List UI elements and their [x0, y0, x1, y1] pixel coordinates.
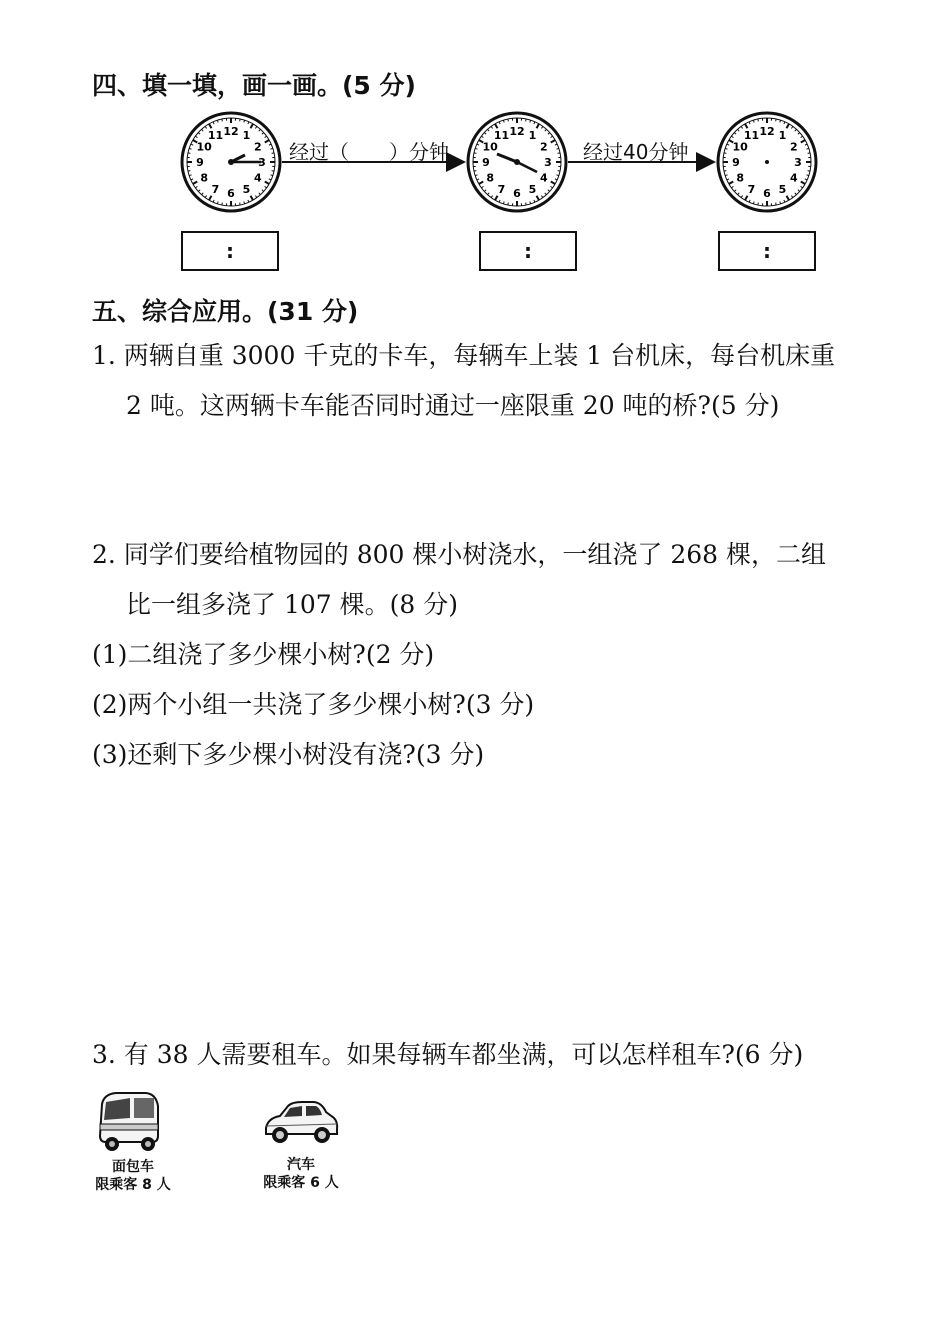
clock-tick: [805, 179, 807, 180]
clock-number: 10: [482, 140, 498, 154]
clock-tick: [265, 182, 269, 185]
clock-tick: [791, 196, 792, 198]
clock-number: 3: [544, 156, 552, 169]
clock-tick: [193, 182, 197, 185]
clock-tick: [784, 122, 785, 124]
clock-number: 5: [778, 182, 787, 196]
clock-number: 1: [778, 129, 787, 143]
clock-tick: [248, 122, 249, 124]
clock-tick: [508, 203, 509, 205]
clock-tick: [551, 136, 553, 137]
arrow-2-label: 经过40分钟: [583, 140, 689, 164]
clock-number: 8: [200, 171, 208, 185]
clock-tick: [481, 136, 483, 137]
clock-tick: [205, 196, 206, 198]
clock-2-hour-hand: [497, 154, 517, 162]
clock-tick: [251, 124, 254, 128]
clock-tick: [541, 196, 542, 198]
clock-2-minute-hand: [517, 162, 537, 172]
clock-tick: [780, 201, 781, 203]
clock-tick: [806, 148, 808, 149]
clock-number: 12: [759, 125, 775, 138]
clock-tick: [474, 171, 476, 172]
clock-tick: [805, 144, 807, 145]
clock-tick: [213, 200, 214, 202]
clock-tick: [270, 175, 272, 176]
van-icon: [96, 1088, 164, 1154]
time-box-3[interactable]: :: [718, 231, 816, 271]
clock-tick: [477, 179, 479, 180]
car-name: 汽车: [287, 1157, 315, 1173]
clock-tick: [526, 119, 527, 121]
clock-tick: [488, 129, 490, 131]
clock-tick: [801, 140, 805, 143]
clock-tick: [753, 120, 754, 122]
van-label: [88, 1158, 178, 1194]
clock-tick: [806, 175, 808, 176]
clock-number: 10: [196, 140, 212, 154]
clock-tick: [222, 203, 223, 205]
clock-tick: [265, 140, 269, 143]
clock-tick: [727, 179, 729, 180]
clock-tick: [248, 200, 249, 202]
clock-tick: [530, 120, 531, 122]
clock-number: 12: [223, 125, 239, 138]
section5-heading: 五、综合应用。(31 分): [92, 297, 359, 326]
clock-tick: [784, 200, 785, 202]
car-icon: [262, 1098, 340, 1146]
clock-tick: [202, 193, 204, 195]
clock-number: 11: [207, 129, 224, 143]
clock-number: 1: [528, 129, 537, 143]
clock-tick: [189, 148, 191, 149]
clock-tick: [481, 186, 483, 187]
clock-tick: [551, 140, 555, 143]
clock-tick: [745, 196, 748, 200]
clock-number: 4: [790, 171, 798, 185]
clock-tick: [558, 153, 560, 154]
clock-tick: [262, 190, 264, 192]
clock-number: 2: [790, 140, 798, 154]
clock-tick: [801, 186, 803, 187]
q1-line2: 2 吨。这两辆卡车能否同时通过一座限重 20 吨的桥?(5 分): [126, 391, 780, 420]
clock-tick: [551, 182, 555, 185]
clock-tick: [191, 144, 193, 145]
clock-tick: [534, 200, 535, 202]
clock-number: 2: [254, 140, 262, 154]
clock-tick: [195, 186, 197, 187]
clock-number: 10: [732, 140, 748, 154]
clock-tick: [191, 179, 193, 180]
clock-tick: [198, 133, 200, 135]
clock-2: [468, 113, 566, 211]
clock-tick: [488, 193, 490, 195]
clock-tick: [217, 120, 218, 122]
clock-tick: [738, 193, 740, 195]
clock-tick: [484, 133, 486, 135]
clock-tick: [727, 144, 729, 145]
time-box-2[interactable]: :: [479, 231, 577, 271]
clock-tick: [725, 175, 727, 176]
arrow-1-label: 经过（ ）分钟: [289, 140, 449, 164]
clock-tick: [499, 122, 500, 124]
clock-tick: [188, 171, 190, 172]
clock-number: 7: [211, 182, 220, 196]
clock-tick: [209, 196, 212, 200]
clock-tick: [791, 126, 792, 128]
clock-tick: [808, 153, 810, 154]
clock-tick: [537, 196, 540, 200]
clock-tick: [244, 120, 245, 122]
clock-tick: [477, 144, 479, 145]
clock-tick: [729, 182, 733, 185]
clock-number: 2: [540, 140, 548, 154]
clock-number: 1: [242, 129, 251, 143]
clock-tick: [270, 148, 272, 149]
q2-line2: 比一组多浇了 107 棵。(8 分): [126, 590, 458, 619]
clock-tick: [798, 133, 800, 135]
car-label: [254, 1156, 348, 1192]
clock-tick: [265, 136, 267, 137]
clock-tick: [724, 171, 726, 172]
clock-number: 7: [747, 182, 756, 196]
clock-tick: [787, 124, 790, 128]
clock-tick: [503, 120, 504, 122]
clock-tick: [499, 200, 500, 202]
clock-tick: [556, 148, 558, 149]
clock-tick: [801, 136, 803, 137]
clock-tick: [795, 193, 797, 195]
clock-number: 3: [794, 156, 802, 169]
clock-1: [182, 113, 280, 211]
clock-tick: [198, 190, 200, 192]
clock-tick: [776, 203, 777, 205]
clock-tick: [508, 119, 509, 121]
clock-tick: [217, 201, 218, 203]
clock-number: 6: [227, 187, 235, 200]
clock-number: 7: [497, 182, 506, 196]
clock-tick: [741, 196, 742, 198]
clock-tick: [484, 190, 486, 192]
clock-tick: [776, 119, 777, 121]
clock-tick: [475, 148, 477, 149]
clock-tick: [244, 201, 245, 203]
clock-tick: [758, 119, 759, 121]
clock-number: 11: [493, 129, 510, 143]
time-box-1[interactable]: :: [181, 231, 279, 271]
clock-tick: [798, 190, 800, 192]
clock-tick: [555, 144, 557, 145]
clock-tick: [548, 190, 550, 192]
section4-heading: 四、填一填，画一画。(5 分): [92, 71, 416, 100]
clock-tick: [474, 153, 476, 154]
clock-tick: [753, 201, 754, 203]
clock-tick: [530, 201, 531, 203]
clock-tick: [503, 201, 504, 203]
clock-number: 5: [242, 182, 251, 196]
clock-tick: [222, 119, 223, 121]
clock-tick: [272, 153, 274, 154]
clock-tick: [495, 196, 498, 200]
clock-tick: [251, 196, 254, 200]
clock-number: 8: [736, 171, 744, 185]
clock-tick: [780, 120, 781, 122]
clock-number: 5: [528, 182, 537, 196]
clock-tick: [731, 186, 733, 187]
clock-tick: [749, 122, 750, 124]
clock-number: 4: [540, 171, 548, 185]
clock-tick: [555, 179, 557, 180]
clock-number: 11: [743, 129, 760, 143]
clock-tick: [205, 126, 206, 128]
clock-number: 4: [254, 171, 262, 185]
clock-number: 6: [763, 187, 771, 200]
clock-tick: [195, 136, 197, 137]
clock-tick: [209, 124, 212, 128]
clock-tick: [269, 179, 271, 180]
clock-tick: [725, 148, 727, 149]
clock-tick: [262, 133, 264, 135]
clock-tick: [551, 186, 553, 187]
clock-number: 9: [482, 156, 490, 169]
q2-line1: 2. 同学们要给植物园的 800 棵小树浇水，一组浇了 268 棵，二组: [92, 540, 827, 569]
clock-tick: [556, 175, 558, 176]
clock-number: 3: [258, 156, 266, 169]
clock-tick: [787, 196, 790, 200]
clock-tick: [731, 136, 733, 137]
clock-tick: [240, 203, 241, 205]
clock-tick: [724, 153, 726, 154]
clock-tick: [745, 124, 748, 128]
clock-tick: [541, 126, 542, 128]
clock-tick: [537, 124, 540, 128]
clock-tick: [202, 129, 204, 131]
clock-tick: [475, 175, 477, 176]
clock-tick: [741, 126, 742, 128]
clock-tick: [213, 122, 214, 124]
q1-line1: 1. 两辆自重 3000 千克的卡车，每辆车上装 1 台机床，每台机床重: [92, 341, 836, 370]
clock-number: 9: [732, 156, 740, 169]
van-capacity: 限乘客 8 人: [95, 1177, 171, 1193]
clock-tick: [558, 171, 560, 172]
q2-sub2: (2)两个小组一共浇了多少棵小树?(3 分): [92, 690, 535, 719]
clock-tick: [259, 193, 261, 195]
clock-tick: [259, 129, 261, 131]
clock-tick: [545, 193, 547, 195]
clock-tick: [749, 200, 750, 202]
clock-tick: [738, 129, 740, 131]
q3-line1: 3. 有 38 人需要租车。如果每辆车都坐满，可以怎样租车?(6 分): [92, 1040, 804, 1069]
clock-tick: [801, 182, 805, 185]
clock-tick: [479, 182, 483, 185]
car-capacity: 限乘客 6 人: [263, 1175, 339, 1191]
clock-tick: [240, 119, 241, 121]
clock-tick: [758, 203, 759, 205]
clock-3: [718, 113, 816, 211]
clock-tick: [548, 133, 550, 135]
clock-tick: [734, 190, 736, 192]
clock-tick: [255, 196, 256, 198]
clock-tick: [526, 203, 527, 205]
clock-tick: [734, 133, 736, 135]
clock-tick: [534, 122, 535, 124]
clock-tick: [269, 144, 271, 145]
clock-tick: [272, 171, 274, 172]
q2-sub1: (1)二组浇了多少棵小树?(2 分): [92, 640, 435, 669]
clock-number: 6: [513, 187, 521, 200]
clock-tick: [265, 186, 267, 187]
q2-sub3: (3)还剩下多少棵小树没有浇?(3 分): [92, 740, 485, 769]
van-name: 面包车: [112, 1159, 154, 1175]
clock-number: 9: [196, 156, 204, 169]
clock-tick: [808, 171, 810, 172]
clock-tick: [189, 175, 191, 176]
clock-tick: [545, 129, 547, 131]
clock-tick: [491, 196, 492, 198]
clock-tick: [188, 153, 190, 154]
clock-number: 12: [509, 125, 525, 138]
clock-tick: [795, 129, 797, 131]
clock-tick: [495, 124, 498, 128]
clock-tick: [255, 126, 256, 128]
clock-tick: [491, 126, 492, 128]
clock-number: 8: [486, 171, 494, 185]
